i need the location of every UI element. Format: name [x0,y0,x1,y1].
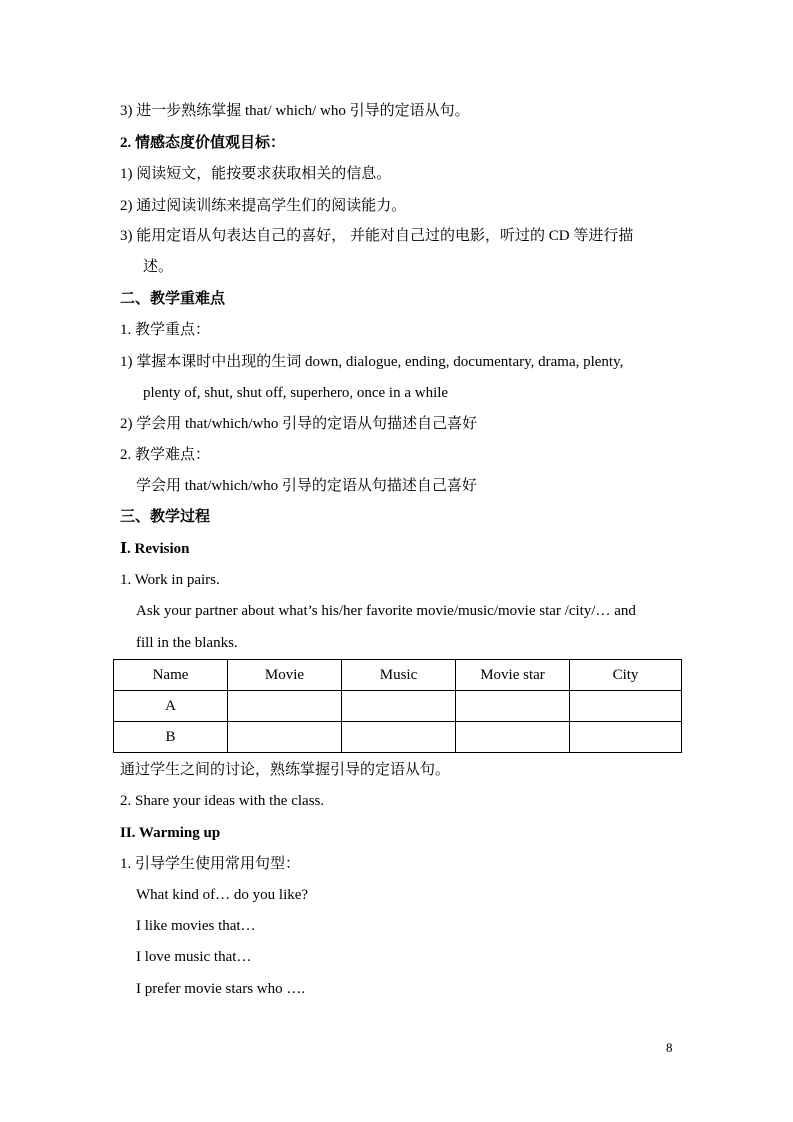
affective-goal-3: 3) 能用定语从句表达自己的喜好， 并能对自己过的电影，听过的 CD 等进行描 [120,228,634,244]
difficulties-label: 2. 教学难点： [120,447,211,463]
table-cell [342,691,456,722]
table-header-cell: Name [114,660,228,691]
sentence-pattern-4: I prefer movie stars who …. [136,981,306,997]
warming-up-step-1: 1. 引导学生使用常用句型： [120,856,301,872]
table-cell [456,691,570,722]
table-cell [228,722,342,753]
revision-step-2: 2. Share your ideas with the class. [120,793,325,809]
table-cell [228,691,342,722]
section-heading-affective-goals: 2. 情感态度价值观目标： [120,135,286,151]
table-header-cell: Movie [228,660,342,691]
affective-goal-1: 1) 阅读短文，能按要求获取相关的信息。 [120,166,392,182]
section-heading-process: 三、教学过程 [120,509,211,525]
revision-instruction-continued: fill in the blanks. [136,635,238,651]
sentence-pattern-3: I love music that… [136,949,252,965]
table-summary-text: 通过学生之间的讨论，熟练掌握引导的定语从句。 [120,762,451,778]
favorites-table [113,659,682,753]
table-header-cell: Music [342,660,456,691]
sentence-pattern-1: What kind of… do you like? [136,887,309,903]
affective-goal-3-continued: 述。 [143,259,174,275]
difficulty-text: 学会用 that/which/who 引导的定语从句描述自己喜好 [136,478,477,494]
key-points-label: 1. 教学重点： [120,322,211,338]
table-header-cell: Movie star [456,660,570,691]
table-cell [456,722,570,753]
table-cell: B [114,722,228,753]
revision-step-1: 1. Work in pairs. [120,572,220,588]
table-cell [342,722,456,753]
table-cell [570,691,682,722]
table-cell [570,722,682,753]
sentence-pattern-2: I like movies that… [136,918,256,934]
affective-goal-2: 2) 通过阅读训练来提高学生们的阅读能力。 [120,198,407,214]
key-point-2: 2) 学会用 that/which/who 引导的定语从句描述自己喜好 [120,416,478,432]
table-row [114,691,682,722]
revision-instruction: Ask your partner about what’s his/her favorite movie/music/movie star /city/… and [136,603,636,619]
table-row [114,722,682,753]
key-point-1: 1) 掌握本课时中出现的生词 down, dialogue, ending, documentary, drama, plenty, [120,354,624,370]
warming-up-heading: II. Warming up [120,825,221,841]
table-cell: A [114,691,228,722]
revision-heading: Ⅰ. Revision [120,541,190,557]
section-heading-key-points: 二、教学重难点 [120,291,226,307]
table-header-row [114,660,682,691]
page-number: 8 [666,1040,673,1055]
key-point-1-continued: plenty of, shut, shut off, superhero, once in a while [143,385,449,401]
objective-3-text: 3) 进一步熟练掌握 that/ which/ who 引导的定语从句。 [120,103,470,119]
table-header-cell: City [570,660,682,691]
